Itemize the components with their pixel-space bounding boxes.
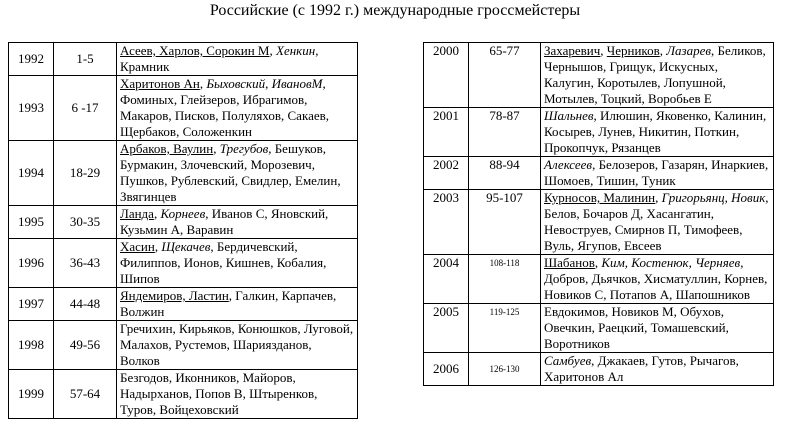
- number-range-cell: 119-125: [469, 304, 541, 353]
- name-underlined: Захаревич: [544, 43, 601, 58]
- names-cell: [117, 141, 358, 206]
- name-text: ,: [213, 141, 220, 156]
- name-underlined: Хасин: [120, 239, 155, 254]
- year-cell: 2005: [424, 304, 469, 353]
- table-row: [424, 255, 774, 304]
- name-underlined: Курносов, Малинин: [544, 190, 656, 205]
- year-cell: 1999: [9, 370, 54, 419]
- name-text: ,: [265, 76, 272, 91]
- name-text: Безгодов, Иконников, Майоров, Надырханов, Попов В, Штыренков, Туров, Войцеховский: [120, 370, 318, 417]
- name-underlined: Ланда: [120, 206, 154, 221]
- grandmasters-table-right: [423, 42, 774, 386]
- year-cell: 1994: [9, 141, 54, 206]
- name-underlined: Харитонов Ан: [120, 76, 200, 91]
- table-row: [9, 206, 358, 239]
- names-cell: [117, 288, 358, 321]
- name-text: ,: [655, 190, 662, 205]
- table-row: [9, 370, 358, 419]
- year-cell: 2001: [424, 108, 469, 157]
- number-range-cell: 65-77: [469, 43, 541, 108]
- name-underlined: Черников: [606, 43, 660, 58]
- names-cell: [117, 76, 358, 141]
- name-italic: ИвановМ: [271, 76, 323, 91]
- table-row: [424, 157, 774, 190]
- number-range-cell: 44-48: [54, 288, 117, 321]
- year-cell: 2000: [424, 43, 469, 108]
- names-cell: [541, 304, 774, 353]
- names-cell: [117, 321, 358, 370]
- table-row: [9, 288, 358, 321]
- year-cell: 2003: [424, 190, 469, 255]
- name-text: , Иванов С, Яновский, Кузьмин А, Варавин: [120, 206, 329, 237]
- name-underlined: Яндемиров, Ластин: [120, 288, 229, 303]
- name-text: , Белов, Бочаров Д, Хасангатин, Невоструев, Смирнов П, Тимофеев, Вуль, Ягупов, Евсеев: [544, 190, 769, 253]
- name-text: , Беликов, Чернышов, Грищук, Искусных, Калугин, Коротылев, Лопушной, Мотылев, Тоцкий, Воробьев Е: [544, 43, 766, 106]
- name-text: ,: [659, 43, 667, 58]
- table-row: [424, 190, 774, 255]
- name-underlined: Арбаков, Ваулин: [120, 141, 214, 156]
- names-cell: [117, 43, 358, 76]
- number-range-cell: 36-43: [54, 239, 117, 288]
- table-row: [424, 304, 774, 353]
- name-italic: Щекачев: [161, 239, 211, 254]
- name-text: ,: [269, 43, 276, 58]
- name-text: ,: [600, 43, 607, 58]
- number-range-cell: 1-5: [54, 43, 117, 76]
- names-cell: [541, 353, 774, 386]
- number-range-cell: 18-29: [54, 141, 117, 206]
- name-text: ,: [154, 239, 162, 254]
- name-italic: Григорьянц, Новик: [661, 190, 766, 205]
- page-title: Российские (с 1992 г.) международные гроссмейстеры: [209, 2, 581, 19]
- year-cell: 1993: [9, 76, 54, 141]
- name-italic: Корнеев: [160, 206, 206, 221]
- table-row: [9, 141, 358, 206]
- table-row: [424, 353, 774, 386]
- number-range-cell: 126-130: [469, 353, 541, 386]
- year-cell: 1992: [9, 43, 54, 76]
- number-range-cell: 30-35: [54, 206, 117, 239]
- name-underlined: Шабанов: [544, 255, 595, 270]
- name-italic: Хенкин: [276, 43, 316, 58]
- names-cell: [541, 43, 774, 108]
- name-text: , Илюшин, Яковенко, Калинин, Косырев, Лунев, Никитин, Поткин, Прокопчук, Рязанцев: [544, 108, 767, 155]
- names-cell: [541, 157, 774, 190]
- year-cell: 1996: [9, 239, 54, 288]
- name-text: ,: [594, 255, 602, 270]
- table-row: [424, 108, 774, 157]
- name-italic: Алексеев: [544, 157, 593, 172]
- name-text: , Джакаев, Гутов, Рычагов, Харитонов Ал: [544, 353, 739, 384]
- year-cell: 1997: [9, 288, 54, 321]
- name-underlined: Асеев, Харлов, Сорокин М: [120, 43, 270, 58]
- name-italic: Лазарев: [666, 43, 712, 58]
- name-italic: Быховский: [206, 76, 266, 91]
- name-text: ,: [199, 76, 207, 91]
- number-range-cell: 108-118: [469, 255, 541, 304]
- name-text: Евдокимов, Новиков М, Обухов, Овечкин, Раецкий, Томашевский, Воротников: [544, 304, 729, 351]
- year-cell: 2002: [424, 157, 469, 190]
- number-range-cell: 6 -17: [54, 76, 117, 141]
- name-italic: Шальнев: [544, 108, 594, 123]
- name-text: , Белозеров, Газарян, Инаркиев, Шомоев, Тишин, Туник: [544, 157, 769, 188]
- year-cell: 1995: [9, 206, 54, 239]
- number-range-cell: 88-94: [469, 157, 541, 190]
- names-cell: [117, 239, 358, 288]
- number-range-cell: 49-56: [54, 321, 117, 370]
- name-text: , Бердичевский, Филиппов, Ионов, Кишнев, Кобалия, Шипов: [120, 239, 327, 286]
- name-text: , Добров, Дьячков, Хисматуллин, Корнев, Новиков С, Потапов А, Шапошников: [544, 255, 768, 302]
- table-row: [9, 76, 358, 141]
- number-range-cell: 78-87: [469, 108, 541, 157]
- name-italic: Ким, Костенюк, Черняев: [601, 255, 741, 270]
- name-italic: Самбуев: [544, 353, 592, 368]
- names-cell: [117, 206, 358, 239]
- name-text: , Бешуков, Бурмакин, Злочевский, Морозевич, Пушков, Рублевский, Свидлер, Емелин, Звягинцев: [120, 141, 341, 204]
- name-text: Гречихин, Кирьяков, Конюшков, Луговой, Малахов, Рустемов, Шариязданов, Волков: [120, 321, 354, 368]
- number-range-cell: 57-64: [54, 370, 117, 419]
- names-cell: [541, 190, 774, 255]
- names-cell: [541, 255, 774, 304]
- table-row: [9, 321, 358, 370]
- names-cell: [541, 108, 774, 157]
- names-cell: [117, 370, 358, 419]
- table-row: [9, 239, 358, 288]
- name-text: ,: [153, 206, 161, 221]
- year-cell: 2006: [424, 353, 469, 386]
- number-range-cell: 95-107: [469, 190, 541, 255]
- name-text: , Крамник: [120, 43, 319, 74]
- year-cell: 1998: [9, 321, 54, 370]
- table-row: [424, 43, 774, 108]
- name-text: , Галкин, Карпачев, Волжин: [120, 288, 337, 319]
- name-italic: Трегубов: [219, 141, 269, 156]
- grandmasters-table-left: [8, 42, 358, 419]
- name-text: , Фоминых, Глейзеров, Ибрагимов, Макаров, Писков, Полуляхов, Сакаев, Щербаков, Соложенкин: [120, 76, 329, 139]
- year-cell: 2004: [424, 255, 469, 304]
- table-row: [9, 43, 358, 76]
